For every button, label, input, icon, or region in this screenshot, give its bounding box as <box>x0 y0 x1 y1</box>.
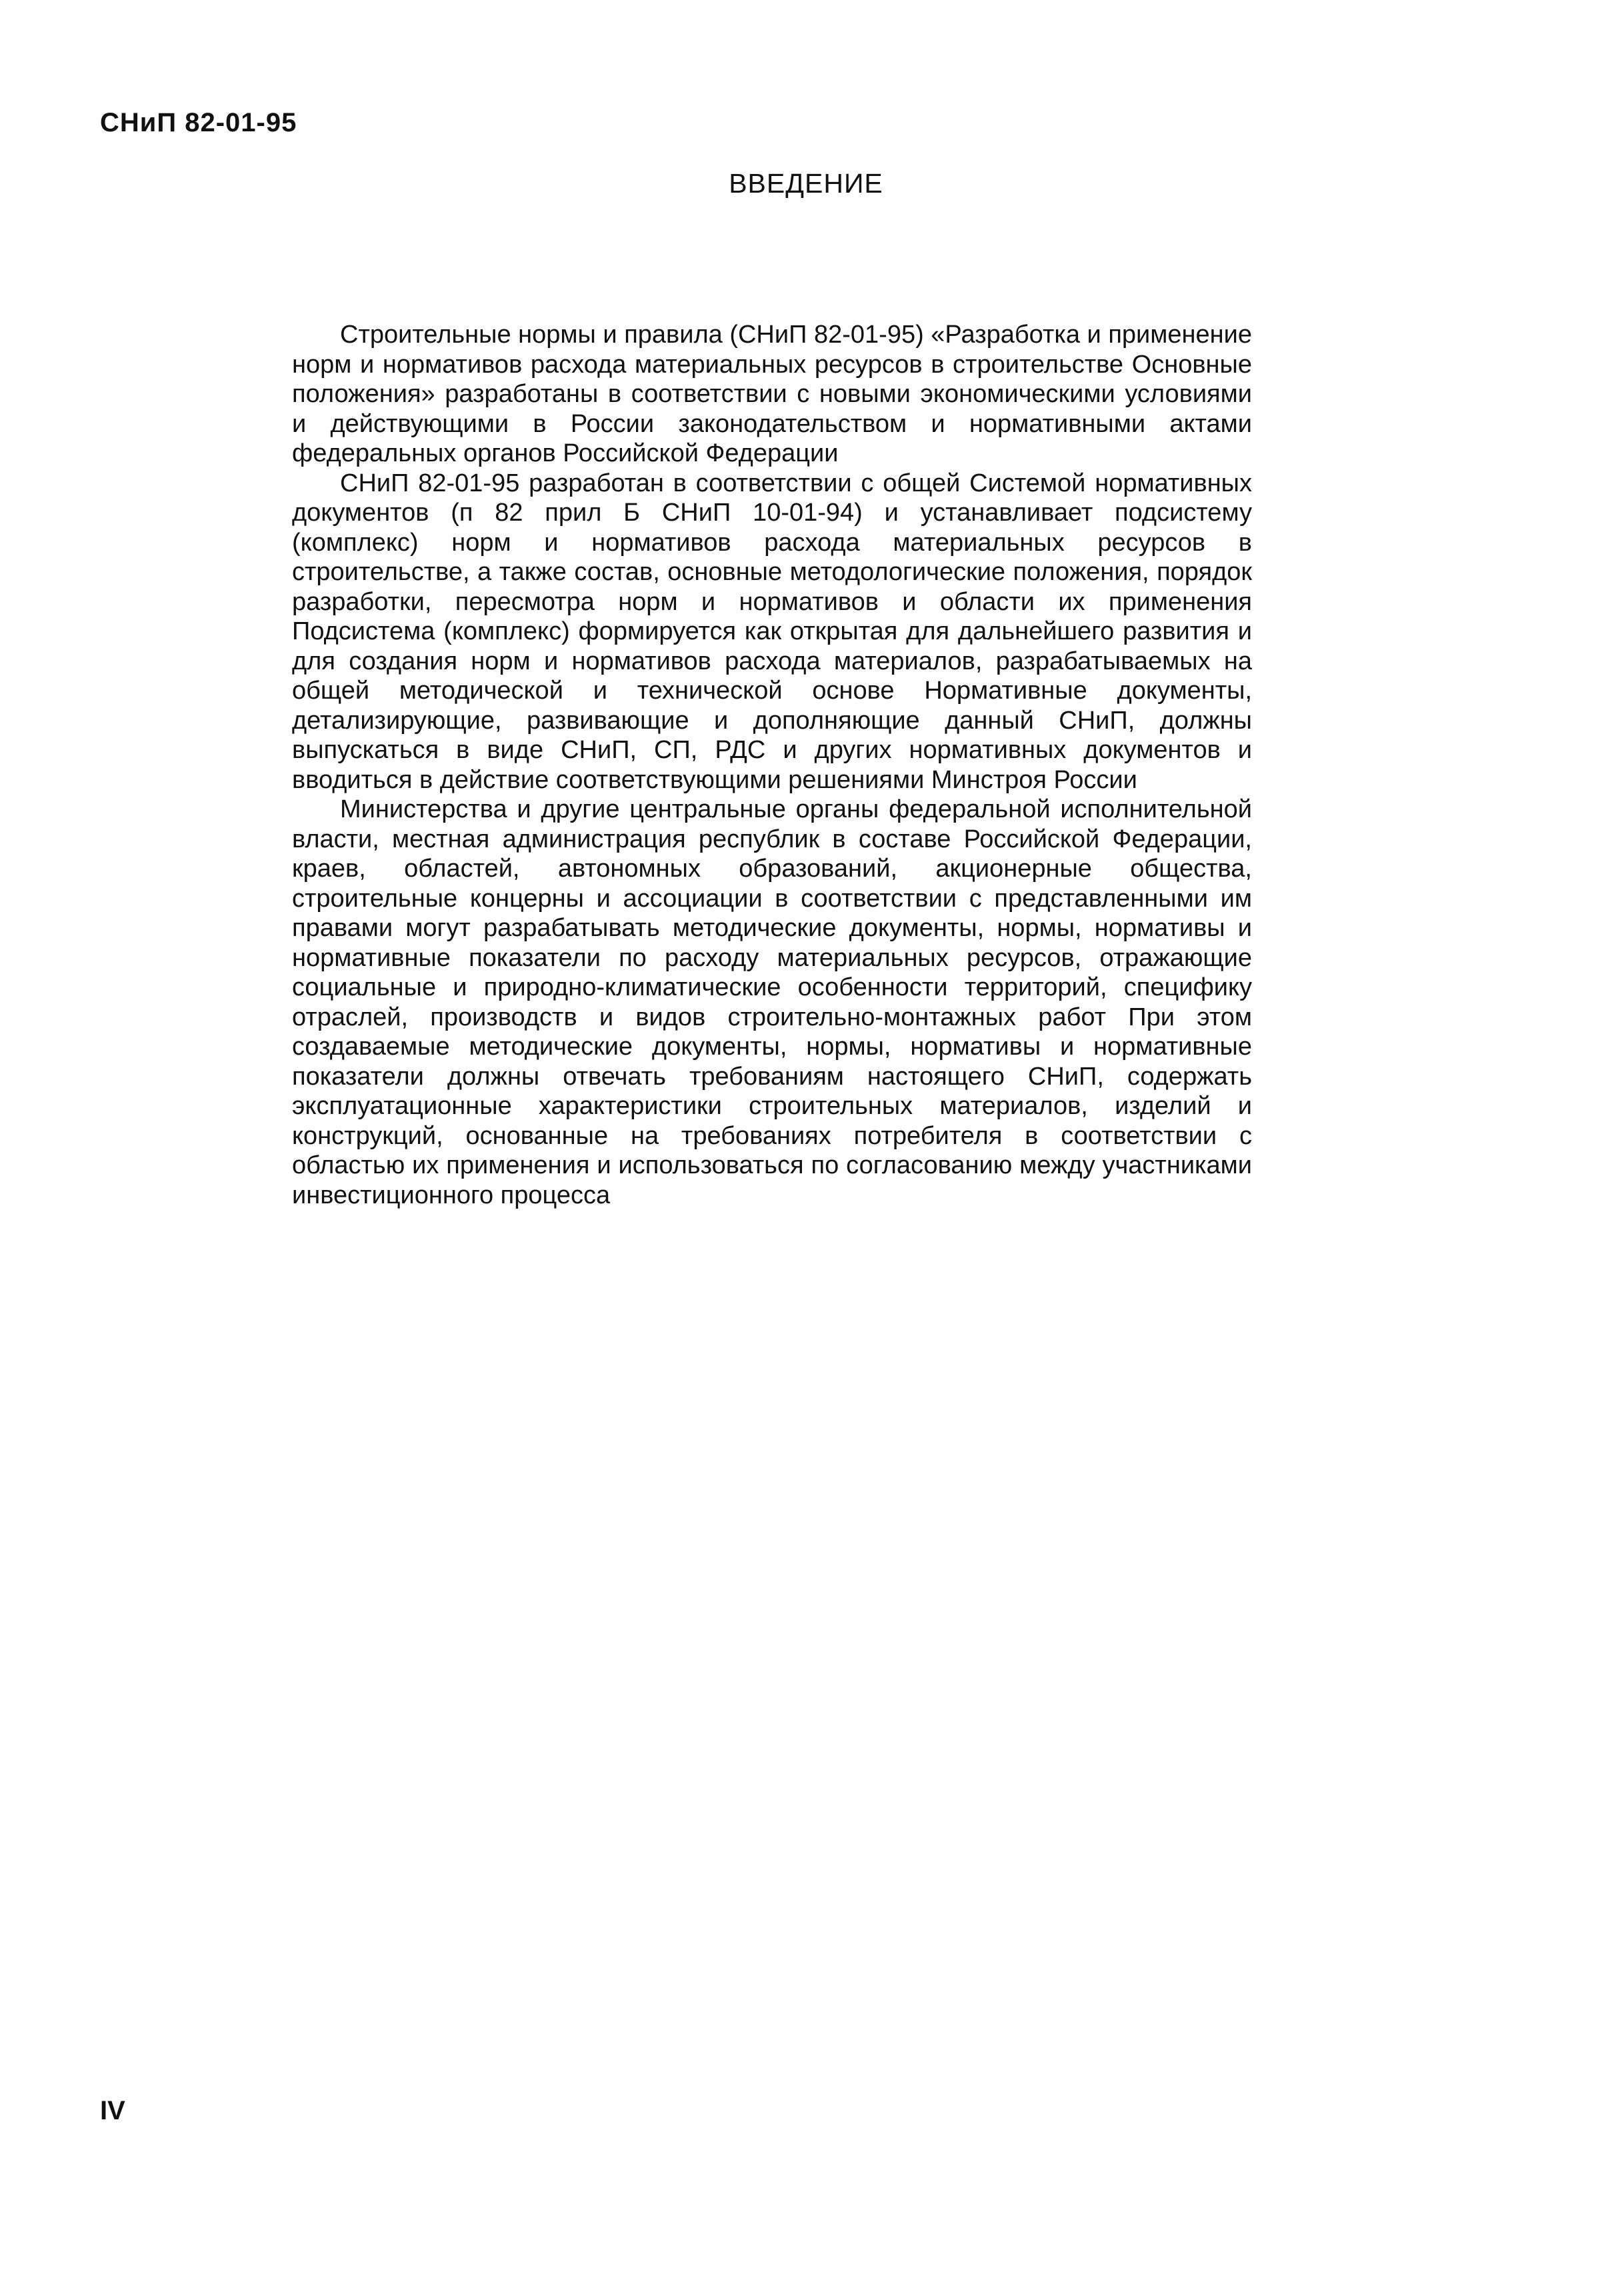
section-title: ВВЕДЕНИЕ <box>729 168 883 199</box>
running-header: СНиП 82-01-95 <box>100 108 297 137</box>
body-text <box>292 320 1252 1210</box>
paragraph-3: Министерства и другие центральные органы федеральной исполнительной власти, местная администрация республик в составе Российской Федерации, краев, областей, автономных образований, акционерные общества, строительные концерны и ассоциации в соответствии с представленными им правами могут разрабатывать методические документы, нормы, нормативы и нормативные показатели по расходу материальных ресурсов, отражающие социальные и природно-климатические особенности территорий, специфику отраслей, производств и видов строительно-монтажных работ При этом создаваемые методические документы, нормы, нормативы и нормативные показатели должны отвечать требованиям настоящего СНиП, содержать эксплуатационные характеристики строительных материалов, изделий и конструкций, основанные на требованиях потребителя в соответствии с областью их применения и использоваться по согласованию между участниками инвестиционного процесса <box>292 795 1252 1209</box>
page-number: IV <box>100 2096 125 2125</box>
paragraph-1: Строительные нормы и правила (СНиП 82-01-95) «Разработка и применение норм и нормативов расхода материальных ресурсов в строительстве Основные положения» разработаны в соответствии с новыми экономическими условиями и действующими в России законодательством и нормативными актами федеральных органов Российской Федерации <box>292 321 1252 467</box>
paragraph-2: СНиП 82-01-95 разработан в соответствии с общей Системой нормативных документов (п 82 прил Б СНиП 10-01-94) и устанавливает подсистему (комплекс) норм и нормативов расхода материальных ресурсов в строительстве, а также состав, основные методологические положения, порядок разработки, пересмотра норм и нормативов и области их применения Подсистема (комплекс) формируется как открытая для дальнейшего развития и для создания норм и нормативов расхода материалов, разрабатываемых на общей методической и технической основе Нормативные документы, детализирующие, развивающие и дополняющие данный СНиП, должны выпускаться в виде СНиП, СП, РДС и других нормативных документов и вводиться в действие соответствующими решениями Минстроя России <box>292 469 1252 794</box>
